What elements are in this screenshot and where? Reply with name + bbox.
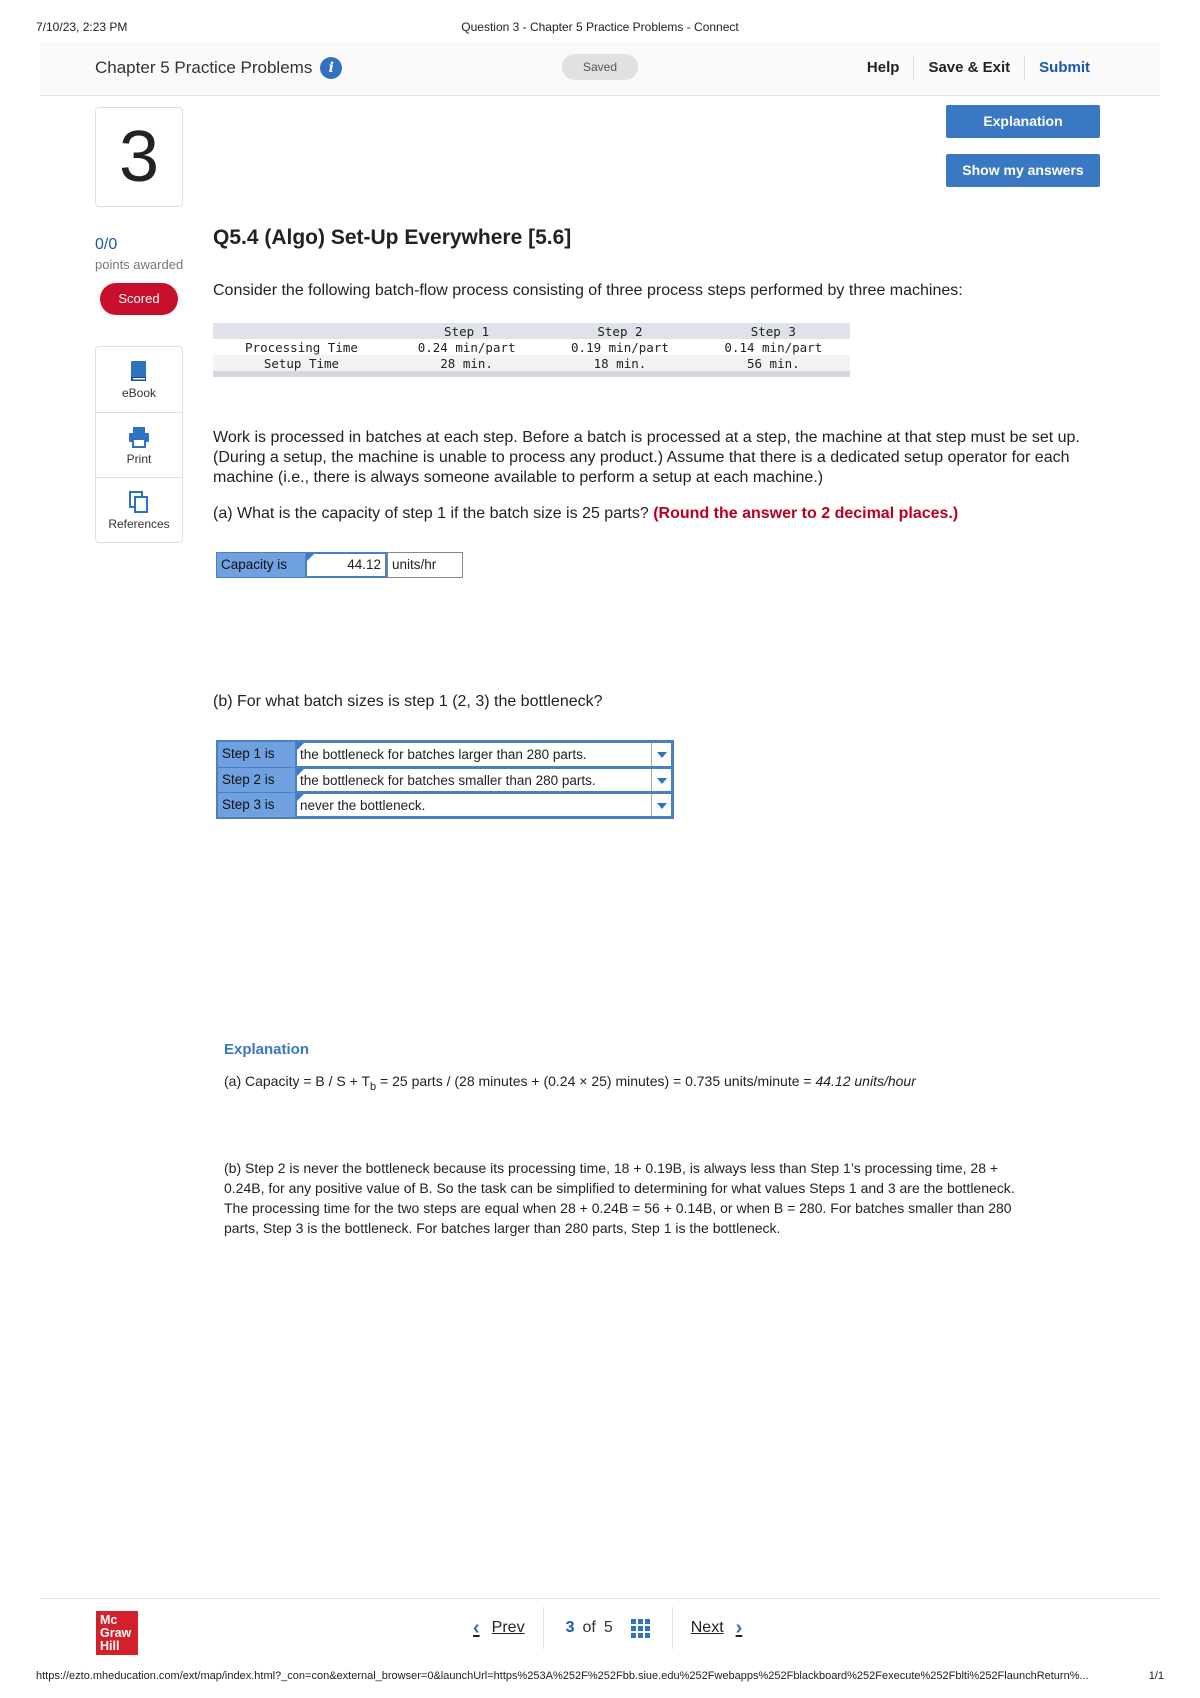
table-footer-bar <box>213 371 850 377</box>
page-counter[interactable] <box>544 1619 672 1638</box>
explanation-part-a <box>224 1073 916 1093</box>
print-header <box>36 20 1164 38</box>
explanation-heading: Explanation <box>224 1041 310 1058</box>
print-label: Print <box>126 452 152 466</box>
table-cell: 28 min. <box>390 355 543 371</box>
tools-panel <box>95 346 183 543</box>
table-cell: Setup Time <box>213 355 390 371</box>
step-row <box>218 767 672 792</box>
capacity-unit: units/hr <box>387 552 463 578</box>
table-header-cell <box>213 323 390 339</box>
bottom-nav-bar <box>40 1598 1160 1658</box>
saved-status: Saved <box>562 54 638 80</box>
assignment-title-text: Chapter 5 Practice Problems <box>95 58 313 77</box>
explanation-a-result: 44.12 units/hour <box>815 1073 916 1089</box>
step-label: Step 2 is <box>218 768 296 792</box>
logo-line: Graw <box>100 1626 132 1640</box>
explanation-a-prefix: (a) Capacity = B / S + T <box>224 1073 371 1089</box>
step-select-value: the bottleneck for batches smaller than 280 parts. <box>300 773 596 788</box>
logo-line: Hill <box>100 1639 120 1653</box>
ebook-label: eBook <box>121 386 157 400</box>
part-a-prompt <box>213 505 958 523</box>
save-exit-button[interactable]: Save & Exit <box>913 56 1024 80</box>
explanation-button[interactable]: Explanation <box>946 105 1100 138</box>
grid-icon[interactable] <box>631 1619 650 1638</box>
step-1-select[interactable] <box>296 742 672 767</box>
capacity-input[interactable]: 44.12 <box>306 552 387 578</box>
table-cell: Processing Time <box>213 339 390 355</box>
step-row <box>218 742 672 767</box>
book-icon <box>96 359 182 383</box>
total-questions: 5 <box>603 1619 613 1636</box>
explanation-part-b: (b) Step 2 is never the bottleneck because its processing time, 18 + 0.19B, is always less than Step 1’s processing time, 28 + 0.24B, for any positive value of B. So the task can be simplified to determining for what values Steps 1 and 3 are the bottleneck. The processing time for the two steps are equal when 28 + 0.24B = 56 + 0.14B, or when B = 280. For batches smaller than 280 parts, Step 3 is the bottleneck. For batches larger than 280 parts, Step 1 is the bottleneck. <box>224 1160 1015 1236</box>
copy-icon <box>96 490 182 514</box>
top-actions <box>853 56 1104 80</box>
table-header-cell: Step 3 <box>750 323 796 339</box>
prev-label: Prev <box>491 1619 525 1636</box>
table-cell: 56 min. <box>697 355 850 371</box>
table-cell: 0.14 min/part <box>697 339 850 355</box>
table-header-cell: Step 2 <box>597 323 643 339</box>
score-value: 0/0 <box>95 236 118 253</box>
table-row <box>213 355 850 371</box>
print-page-number: 1/1 <box>1148 1670 1164 1682</box>
print-tool[interactable] <box>96 412 182 477</box>
logo-line: Mc <box>100 1613 118 1627</box>
table-footer-cell <box>213 371 850 377</box>
table-header-row <box>213 323 850 339</box>
step-2-select[interactable] <box>296 768 672 792</box>
step-row <box>218 792 672 817</box>
next-label: Next <box>690 1619 724 1636</box>
chevron-down-icon[interactable] <box>651 794 671 816</box>
table-header-cell: Step 1 <box>444 323 490 339</box>
question-number: 3 <box>95 107 183 207</box>
mcgraw-hill-logo <box>96 1611 138 1655</box>
step-select-value: the bottleneck for batches larger than 280 parts. <box>300 747 587 762</box>
process-data-table <box>213 323 850 377</box>
step-label: Step 1 is <box>218 742 296 767</box>
of-label: of <box>582 1619 596 1636</box>
references-tool[interactable] <box>96 477 182 542</box>
explanation-a-middle: = 25 parts / (28 minutes + (0.24 × 25) minutes) = 0.735 units/minute = <box>376 1073 816 1089</box>
round-note: (Round the answer to 2 decimal places.) <box>653 505 959 522</box>
printer-icon <box>96 425 182 449</box>
chevron-down-icon[interactable] <box>651 743 671 766</box>
assignment-title <box>95 57 342 79</box>
capacity-answer-row <box>216 552 463 578</box>
print-date: 7/10/23, 2:23 PM <box>36 20 128 34</box>
help-button[interactable]: Help <box>866 59 900 76</box>
step-select-value: never the bottleneck. <box>300 798 426 813</box>
step-label: Step 3 is <box>218 793 296 817</box>
prev-button[interactable] <box>455 1617 543 1640</box>
chevron-left-icon: ‹ <box>473 1616 480 1639</box>
capacity-label: Capacity is <box>216 552 306 578</box>
step-3-select[interactable] <box>296 793 672 817</box>
top-bar <box>40 42 1160 96</box>
print-url: https://ezto.mheducation.com/ext/map/index.html?_con=con&external_browser=0&launchUrl=https%253A%252F%252Fbb.siue.edu%252Fwebapps%252Fblackboard%252Fexecute%252Fblti%252FlaunchReturn%... <box>36 1670 1089 1682</box>
table-cell: 18 min. <box>543 355 696 371</box>
chevron-down-icon[interactable] <box>651 769 671 791</box>
part-b-prompt: (b) For what batch sizes is step 1 (2, 3) the bottleneck? <box>213 693 603 710</box>
explanation-a-subscript: b <box>370 1080 377 1093</box>
references-label: References <box>108 517 170 531</box>
bottleneck-answer-table <box>216 740 674 819</box>
table-cell: 0.19 min/part <box>543 339 696 355</box>
submit-button[interactable]: Submit <box>1024 56 1104 80</box>
question-intro: Consider the following batch-flow process consisting of three process steps performed by three machines: <box>213 282 963 299</box>
table-cell: 0.24 min/part <box>390 339 543 355</box>
score-label: points awarded <box>95 257 184 272</box>
next-button[interactable] <box>673 1617 761 1640</box>
question-paragraph: Work is processed in batches at each step. Before a batch is processed at a step, the machine at that step must be set up. (During a setup, the machine is unable to process any product.) Assume that there is a dedicated setup operator for each machine (i.e., there is always someone available to perform a setup at each machine.) <box>213 429 1080 486</box>
chevron-right-icon: › <box>735 1616 743 1639</box>
print-title: Question 3 - Chapter 5 Practice Problems - Connect <box>461 20 739 34</box>
question-title: Q5.4 (Algo) Set-Up Everywhere [5.6] <box>213 226 572 249</box>
current-question: 3 <box>565 1619 575 1636</box>
print-footer <box>36 1670 1164 1686</box>
table-row <box>213 339 850 355</box>
pagination <box>455 1607 760 1649</box>
info-icon[interactable]: i <box>320 57 342 79</box>
scored-badge: Scored <box>100 283 178 315</box>
show-answers-button[interactable]: Show my answers <box>946 154 1100 187</box>
ebook-tool[interactable] <box>96 347 182 412</box>
part-a-text: (a) What is the capacity of step 1 if the batch size is 25 parts? <box>213 505 649 522</box>
